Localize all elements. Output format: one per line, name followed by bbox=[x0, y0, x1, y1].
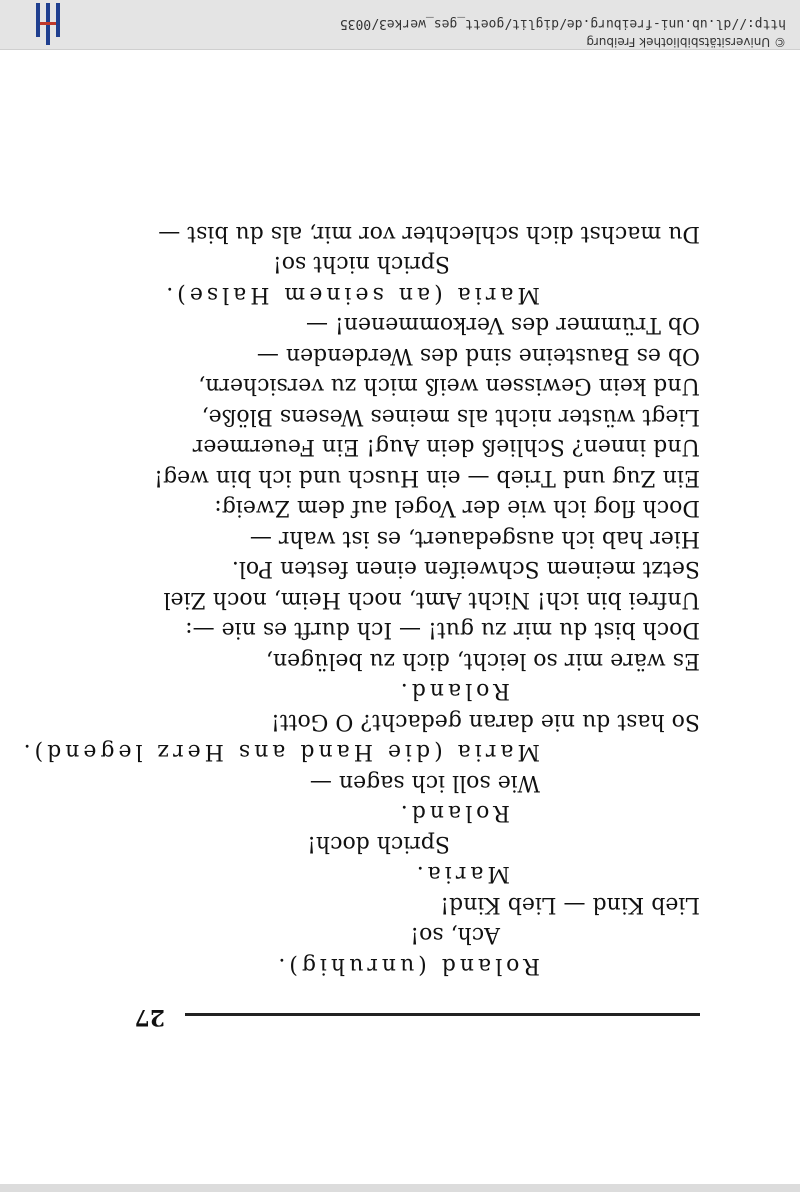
verse-line: Es wäre mir so leicht, dich zu belügen, bbox=[265, 648, 700, 673]
verse-line: Hier hab ich ausgedauert, es ist wahr — bbox=[249, 526, 700, 551]
verse-line: Unfrei bin ich! Nicht Amt, noch Heim, noch Ziel bbox=[163, 587, 700, 612]
source-url[interactable]: http://dl.ub.uni-freiburg.de/diglit/goett_ges_werke3/0035 bbox=[339, 16, 786, 31]
verse-line: Liegt wüster nicht als meines Wesens Blöße, bbox=[201, 404, 700, 429]
verse-line: Und innen? Schließ dein Aug! Ein Feuermeer bbox=[192, 434, 700, 460]
footer-strip bbox=[0, 1184, 800, 1192]
verse-line: Doch flog ich wie der Vogel auf dem Zweig: bbox=[214, 495, 700, 521]
verse-line: Sprich doch! bbox=[307, 831, 450, 856]
verse-line: Wie soll ich sagen — bbox=[309, 770, 540, 795]
library-header-bar bbox=[0, 0, 800, 50]
verse-line: Setzt meinem Schweifen einen festen Pol. bbox=[231, 556, 700, 582]
university-logo-icon bbox=[28, 3, 68, 45]
page-number: 27 bbox=[134, 1004, 165, 1030]
verse-line: Du machst dich schlechter vor mir, als du bist — bbox=[158, 221, 700, 246]
verse-line: So hast du nie daran gedacht? O Gott! bbox=[271, 709, 700, 734]
verse-line: Und kein Gewissen weiß mich zu versichern, bbox=[198, 373, 700, 399]
speaker-line: Roland. bbox=[396, 678, 510, 704]
speaker-line: Roland. bbox=[396, 800, 510, 826]
verse-line: Ob Trümmer des Verkommenen! — bbox=[305, 312, 700, 338]
copyright-notice: © Universitätsbibliothek Freiburg bbox=[586, 35, 786, 49]
speaker-line: Maria. bbox=[412, 861, 510, 887]
verse-line: Doch bist du mir zu gut! — Ich durft es nie —: bbox=[185, 617, 700, 643]
verse-line: Lieb Kind — Lieb Kind! bbox=[440, 892, 700, 917]
speaker-line: Roland (unruhig). bbox=[274, 953, 540, 978]
verse-line: Ach, so! bbox=[410, 922, 500, 948]
speaker-line: Maria (an seinem Halse). bbox=[162, 282, 540, 307]
verse-line: Ob es Bausteine sind des Werdenden — bbox=[256, 343, 700, 368]
verse-line: Ein Zug und Trieb — ein Husch und ich bin weg! bbox=[154, 465, 700, 490]
header-rule bbox=[185, 1013, 700, 1016]
speaker-line: Maria (die Hand ans Herz legend). bbox=[19, 739, 540, 765]
drama-text bbox=[19, 218, 700, 981]
verse-line: Sprich nicht so! bbox=[272, 251, 450, 277]
